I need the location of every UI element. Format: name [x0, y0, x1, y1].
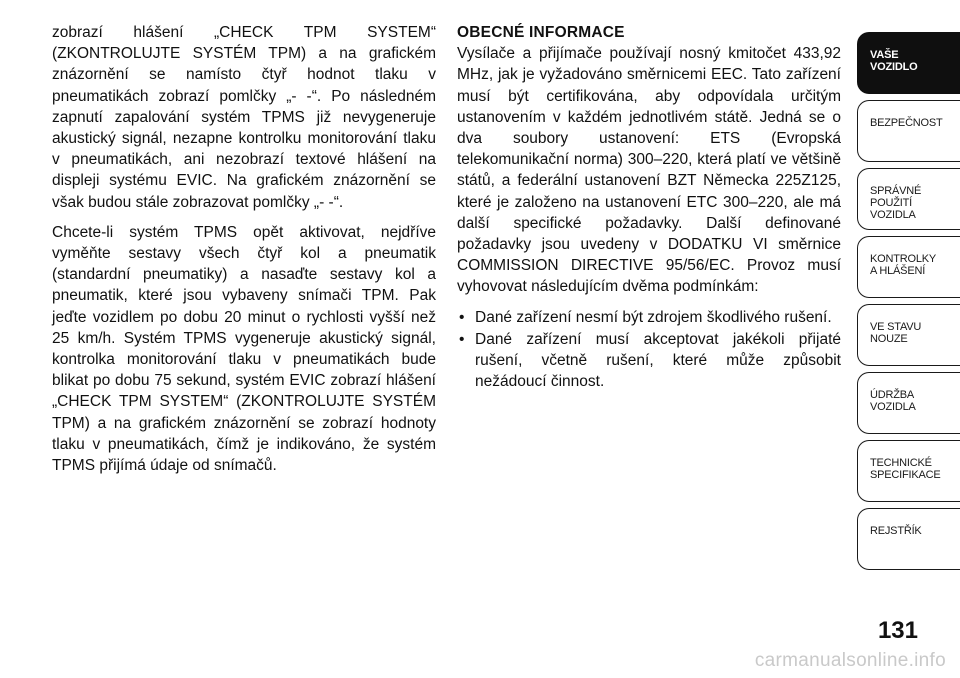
tab-label: VE STAVU	[870, 321, 922, 333]
tab-label: POUŽITÍ	[870, 197, 912, 209]
tab-label: SPECIFIKACE	[870, 469, 941, 481]
tab-udrzba-vozidla[interactable]	[857, 372, 960, 434]
conditions-list	[457, 307, 841, 393]
tab-ve-stavu-nouze[interactable]	[857, 304, 960, 366]
tab-vase-vozidlo[interactable]	[857, 32, 960, 94]
list-item: • Dané zařízení nesmí být zdrojem škodlivého rušení.	[457, 307, 841, 328]
list-item: • Dané zařízení musí akceptovat jakékoli přijaté rušení, včetně rušení, které může způsobit nežádoucí činnost.	[457, 329, 841, 393]
tab-rejstrik[interactable]	[857, 508, 960, 570]
page-number: 131	[877, 617, 918, 644]
tab-technicke-specifikace[interactable]	[857, 440, 960, 502]
paragraph-tpms-dashes: zobrazí hlášení „CHECK TPM SYSTEM“ (ZKONTROLUJTE SYSTÉM TPM) a na grafickém znázornění se namísto čtyř hodnot tlaku v pneumatikách zobrazí pomlčky „- -“. Po následném zapnutí zapalování systém TPMS již nevygeneruje akustický signál, nezapne kontrolku monitorování tlaku v pneumatikách, ani nezobrazí textové hlášení na displeji systému EVIC. Na grafickém znázornění se však budou stále zobrazovat pomlčky „- -“.	[52, 24, 436, 211]
tab-label: NOUZE	[870, 333, 908, 345]
paragraph-general-info: Vysílače a přijímače používají nosný kmitočet 433,92 MHz, jak je vyžadováno směrnicemi EEC. Tato zařízení musí být certifikována, aby odpovídala určitým ustanovením v každém jednotlivém státě. Jedná se o dva soubory ustanovení: ETS (Evropská telekomunikační norma) 300–220, která platí ve většině států, a federální ustanovení BZT Německa 225Z125, které je založeno na ustanovení ETC 300–220, ale má další specifické požadavky. Další definované požadavky jsou uvedeny v DODATKU VI směrnice COMMISSION DIRECTIVE 95/56/EC. Provoz musí vyhovovat následujícím dvěma podmínkám:	[457, 45, 841, 296]
chapter-tabs	[857, 32, 960, 570]
tab-label: REJSTŘÍK	[870, 525, 922, 537]
tab-kontrolky-a-hlaseni[interactable]	[857, 236, 960, 298]
tab-label: BEZPEČNOST	[870, 117, 943, 129]
tab-label: ÚDRŽBA	[870, 389, 915, 401]
tab-label: TECHNICKÉ	[870, 457, 932, 469]
tab-label: VOZIDLA	[870, 209, 916, 221]
paragraph-tpms-reactivate: Chcete-li systém TPMS opět aktivovat, nejdříve vyměňte sestavy všech čtyř kol a pneumatik (standardní pneumatiky) a nasaďte sestavy kol a pneumatik, které jsou vybaveny snímači TPM. Pak jeďte vozidlem po dobu 20 minut o rychlosti vyšší než 25 km/h. Systém TPMS vygeneruje akustický signál, kontrolka monitorování tlaku v pneumatikách bude blikat po dobu 75 sekund, systém EVIC zobrazí hlášení „CHECK TPM SYSTEM“ (ZKONTROLUJTE SYSTÉM TPM) a na grafickém znázornění se zobrazí hodnoty tlaku v pneumatikách, čímž je indikováno, že systém TPMS přijímá údaje od snímačů.	[52, 223, 436, 475]
watermark: carmanualsonline.info	[754, 650, 946, 671]
tab-bezpecnost[interactable]	[857, 100, 960, 162]
tab-label: KONTROLKY	[870, 253, 937, 265]
tab-spravne-pouziti-vozidla[interactable]	[857, 168, 960, 230]
tab-label: VOZIDLO	[870, 61, 918, 73]
tab-label: VAŠE	[870, 49, 899, 61]
tab-label: VOZIDLA	[870, 401, 916, 413]
left-text-column	[52, 22, 436, 485]
right-text-column	[457, 22, 841, 393]
tab-label: SPRÁVNÉ	[870, 185, 922, 197]
section-heading: OBECNÉ INFORMACE	[457, 24, 625, 41]
tab-label: A HLÁŠENÍ	[870, 265, 926, 277]
